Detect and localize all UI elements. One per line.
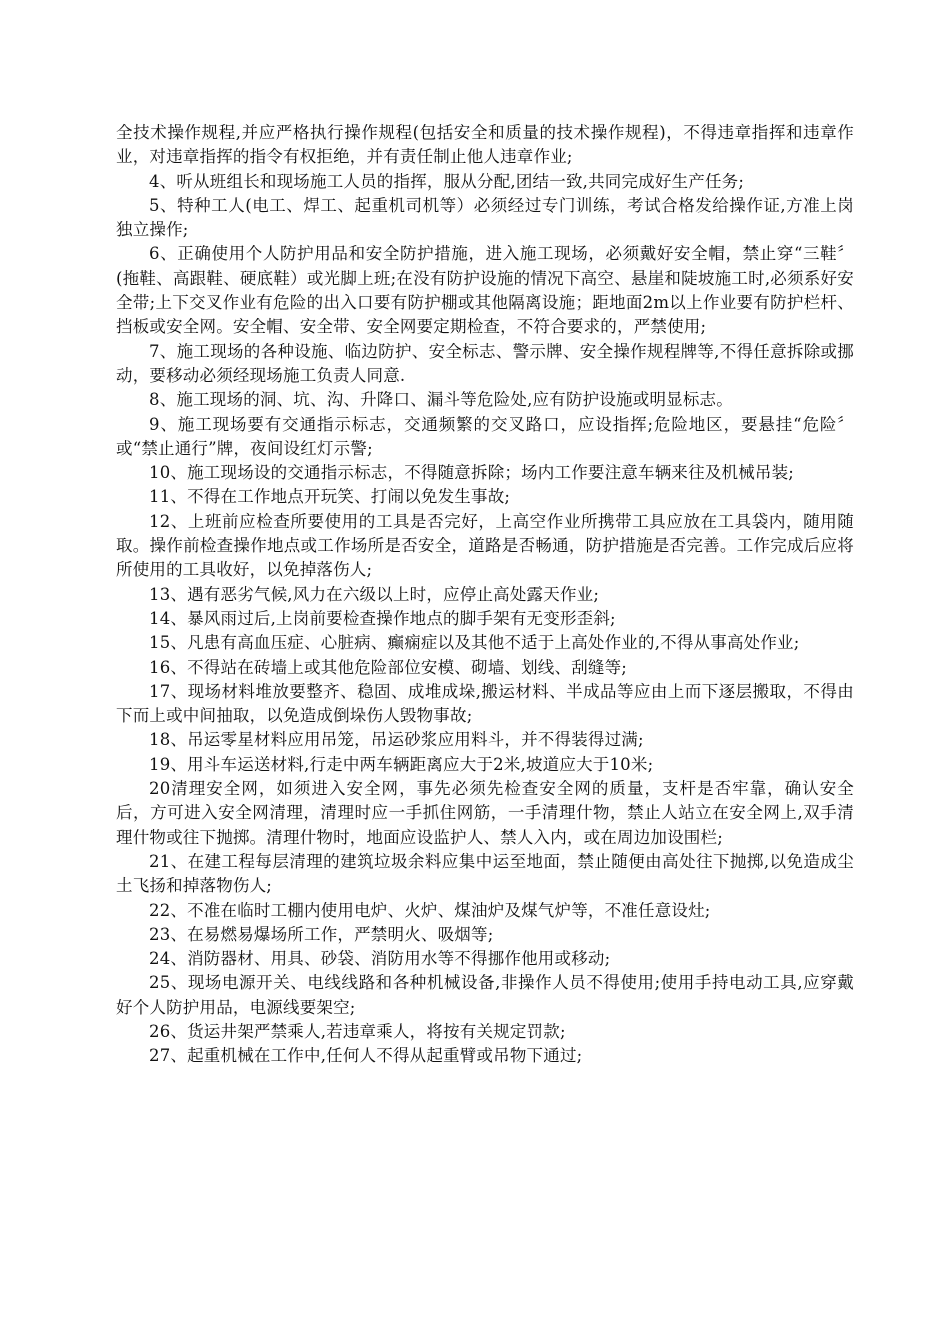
- paragraph-item-8: 8、施工现场的洞、坑、沟、升降口、漏斗等危险处,应有防护设施或明显标志。: [149, 390, 733, 410]
- paragraph-item-5: 5、特种工人(电工、焊工、起重机司机等）必须经过专门训练，考试合格发给操作证,方准上岗独立操作;: [116, 195, 854, 240]
- paragraph-item-6: 6、正确使用个人防护用品和安全防护措施，进入施工现场，必须戴好安全帽，禁止穿“三鞋〞(拖鞋、高跟鞋、硬底鞋）或光脚上班;在没有防护设施的情况下高空、悬崖和陡坡施工时,必须系好安全带;上下交叉作业有危险的出入口要有防护棚或其他隔离设施；距地面2m以上作业要有防护栏杆、挡板或安全网。安全帽、安全带、安全网要定期检查，不符合要求的，严禁使用;: [116, 244, 854, 337]
- paragraph-item-23: 23、在易燃易爆场所工作，严禁明火、吸烟等;: [149, 924, 494, 944]
- paragraph-item-13: 13、遇有恶劣气候,风力在六级以上时，应停止高处露天作业;: [149, 584, 600, 604]
- paragraph-item-27: 27、起重机械在工作中,任何人不得从起重臂或吊物下通过;: [149, 1046, 583, 1066]
- paragraph-item-10: 10、施工现场设的交通指示标志，不得随意拆除；场内工作要注意车辆来往及机械吊装;: [149, 463, 795, 483]
- paragraph-item-16: 16、不得站在砖墙上或其他危险部位安模、砌墙、划线、刮缝等;: [149, 657, 628, 677]
- paragraph-continuation: 全技术操作规程,并应严格执行操作规程(包括安全和质量的技术操作规程)，不得违章指挥和违章作业，对违章指挥的指令有权拒绝，并有责任制止他人违章作业;: [116, 123, 854, 167]
- paragraph-item-7: 7、施工现场的各种设施、临边防护、安全标志、警示牌、安全操作规程牌等,不得任意拆除或挪动，要移动必须经现场施工负责人同意.: [116, 341, 854, 385]
- paragraph-item-19: 19、用斗车运送材料,行走中两车辆距离应大于2米,坡道应大于10米;: [149, 754, 654, 774]
- paragraph-item-4: 4、听从班组长和现场施工人员的指挥，服从分配,团结一致,共同完成好生产任务;: [149, 171, 745, 191]
- document-body: [116, 121, 854, 1069]
- paragraph-item-18: 18、吊运零星材料应用吊笼，吊运砂浆应用料斗，并不得装得过满;: [149, 730, 644, 750]
- paragraph-item-24: 24、消防器材、用具、砂袋、消防用水等不得挪作他用或移动;: [149, 949, 611, 969]
- paragraph-item-22: 22、不准在临时工棚内使用电炉、火炉、煤油炉及煤气炉等，不准任意设灶;: [149, 900, 711, 920]
- paragraph-item-17: 17、现场材料堆放要整齐、稳固、成堆成垛,搬运材料、半成品等应由上而下逐层搬取，不得由下而上或中间抽取，以免造成倒垛伤人毁物事故;: [116, 681, 854, 726]
- paragraph-item-11: 11、不得在工作地点开玩笑、打闹以免发生事故;: [149, 487, 511, 507]
- paragraph-item-14: 14、暴风雨过后,上岗前要检查操作地点的脚手架有无变形歪斜;: [149, 608, 616, 628]
- paragraph-item-25: 25、现场电源开关、电线线路和各种机械设备,非操作人员不得使用;使用手持电动工具,应穿戴好个人防护用品，电源线要架空;: [116, 973, 854, 1017]
- paragraph-item-12: 12、上班前应检查所要使用的工具是否完好，上高空作业所携带工具应放在工具袋内，随用随取。操作前检查操作地点或工作场所是否安全，道路是否畅通，防护措施是否完善。工作完成后应将所使用的工具收好，以免掉落伤人;: [116, 511, 854, 580]
- paragraph-item-21: 21、在建工程每层清理的建筑垃圾余料应集中运至地面，禁止随便由高处往下抛掷,以免造成尘土飞扬和掉落物伤人;: [116, 851, 854, 896]
- paragraph-item-20: 20清理安全网，如须进入安全网，事先必须先检查安全网的质量，支杆是否牢靠，确认安全后，方可进入安全网清理，清理时应一手抓住网筋，一手清理什物，禁止人站立在安全网上,双手清理什物或往下抛掷。清理什物时，地面应设监护人、禁人入内，或在周边加设围栏;: [116, 779, 854, 847]
- paragraph-item-15: 15、凡患有高血压症、心脏病、癫痫症以及其他不适于上高处作业的,不得从事高处作业;: [149, 633, 800, 653]
- paragraph-item-9: 9、施工现场要有交通指示标志，交通频繁的交叉路口，应设指挥;危险地区，要悬挂“危险〞或“禁止通行”牌，夜间设红灯示警;: [116, 414, 854, 458]
- paragraph-item-26: 26、货运井架严禁乘人,若违章乘人，将按有关规定罚款;: [149, 1021, 566, 1041]
